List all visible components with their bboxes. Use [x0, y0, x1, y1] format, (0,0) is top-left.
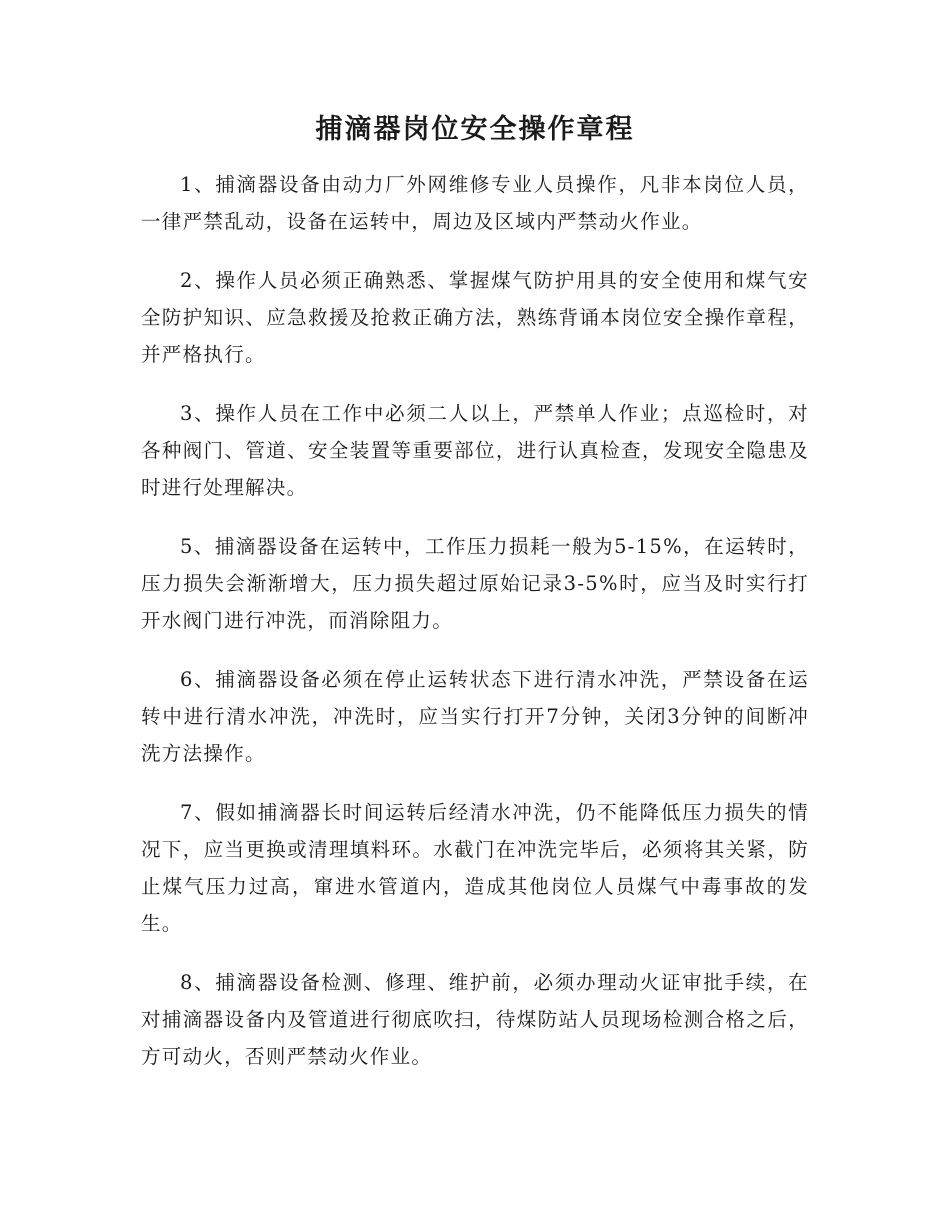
paragraph-5: 5、捕滴器设备在运转中，工作压力损耗一般为5-15%，在运转时，压力损失会渐渐增大，压力损失超过原始记录3-5%时，应当及时实行打开水阀门进行冲洗，而消除阻力。: [141, 535, 809, 632]
paragraph-7: 7、假如捕滴器长时间运转后经清水冲洗，仍不能降低压力损失的情况下，应当更换或清理填料环。水截门在冲洗完毕后，必须将其关紧，防止煤气压力过高，窜进水管道内，造成其他岗位人员煤气中毒事故的发生。: [141, 801, 809, 935]
paragraph-6: 6、捕滴器设备必须在停止运转状态下进行清水冲洗，严禁设备在运转中进行清水冲洗，冲洗时，应当实行打开7分钟，关闭3分钟的间断冲洗方法操作。: [141, 668, 809, 765]
paragraph-2: 2、操作人员必须正确熟悉、掌握煤气防护用具的安全使用和煤气安全防护知识、应急救援及抢救正确方法，熟练背诵本岗位安全操作章程，并严格执行。: [141, 269, 809, 366]
paragraph-8: 8、捕滴器设备检测、修理、维护前，必须办理动火证审批手续，在对捕滴器设备内及管道进行彻底吹扫，待煤防站人员现场检测合格之后，方可动火，否则严禁动火作业。: [141, 971, 809, 1068]
paragraph-1: 1、捕滴器设备由动力厂外网维修专业人员操作，凡非本岗位人员，一律严禁乱动，设备在运转中，周边及区域内严禁动火作业。: [141, 173, 809, 233]
document-title: 捕滴器岗位安全操作章程: [315, 114, 635, 145]
paragraph-3: 3、操作人员在工作中必须二人以上，严禁单人作业；点巡检时，对各种阀门、管道、安全装置等重要部位，进行认真检查，发现安全隐患及时进行处理解决。: [141, 402, 809, 499]
document-body: [141, 166, 809, 1097]
